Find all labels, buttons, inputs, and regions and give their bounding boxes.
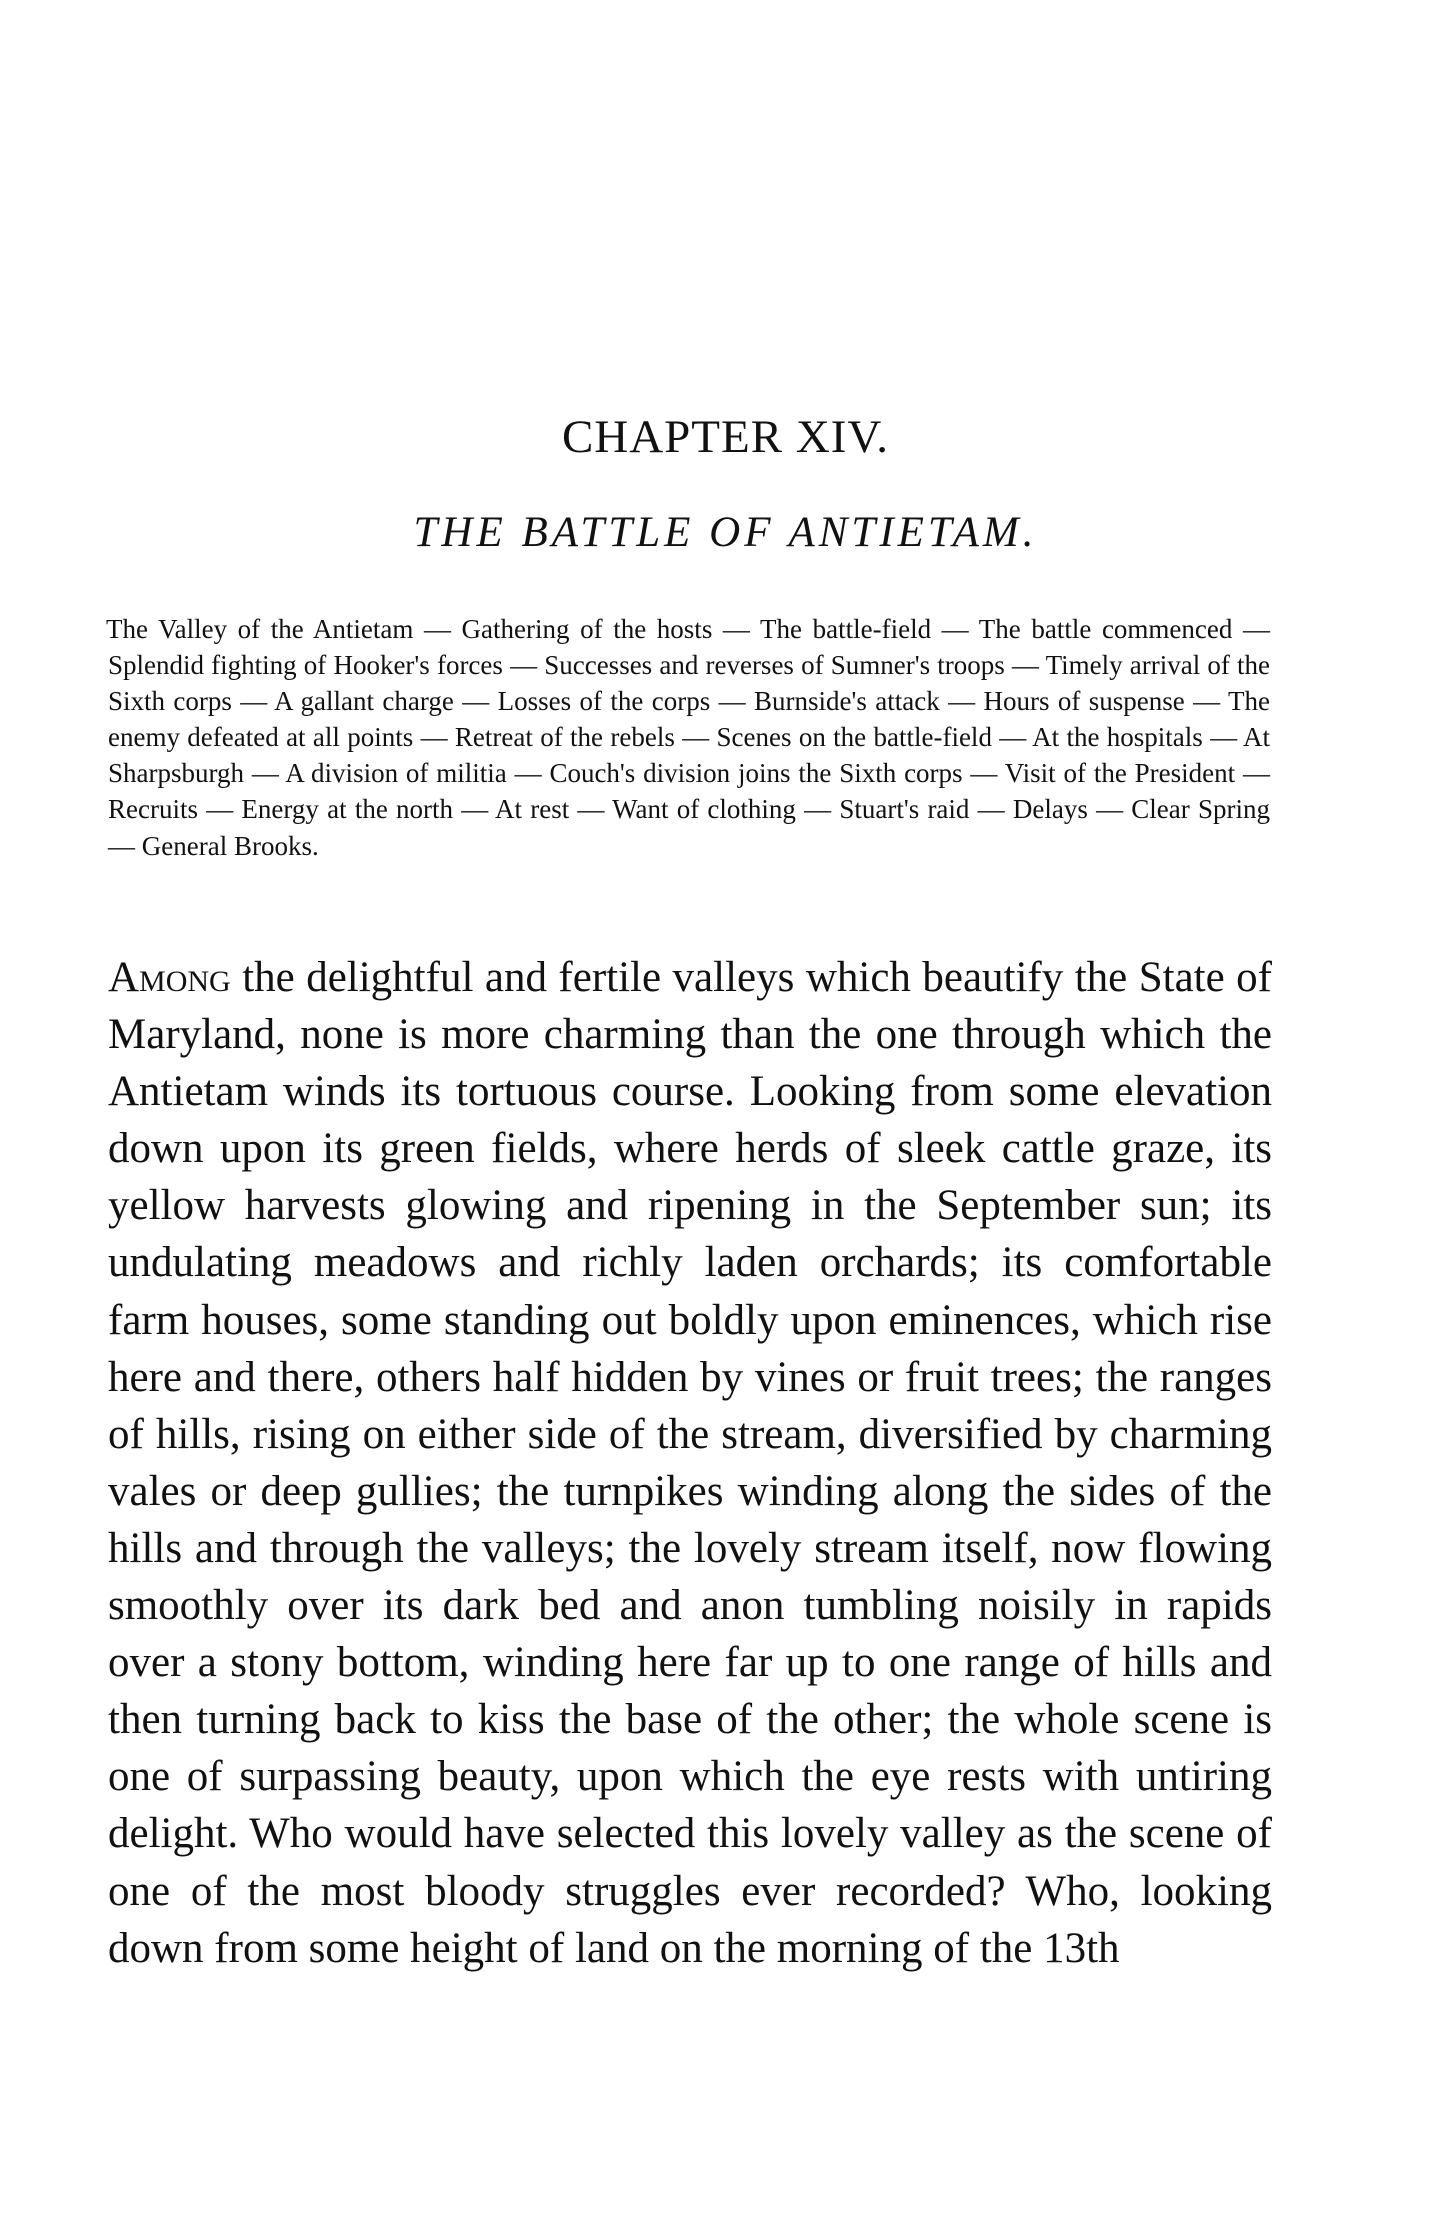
body-paragraph bbox=[108, 949, 1272, 1977]
body-paragraph-text: the delightful and fertile valleys which beautify the State of Maryland, none is more charming than the one through which the Antietam winds its tortuous course. Looking from some elevation down upon its green fields, where herds of sleek cattle graze, its yellow harvests glowing and ripening in the September sun; its undulating meadows and richly laden orchards; its comfortable farm houses, some standing out boldly upon eminences, which rise here and there, others half hidden by vines or fruit trees; the ranges of hills, rising on either side of the stream, diversified by charming vales or deep gullies; the turnpikes winding along the sides of the hills and through the valleys; the lovely stream itself, now flowing smoothly over its dark bed and anon tumbling noisily in rapids over a stony bottom, winding here far up to one range of hills and then turning back to kiss the base of the other; the whole scene is one of surpassing beauty, upon which the eye rests with untiring delight. Who would have selected this lovely valley as the scene of one of the most bloody struggles ever recorded? Who, looking down from some height of land on the morning of the 13th bbox=[108, 954, 1272, 1972]
chapter-number-heading: CHAPTER XIV. bbox=[561, 411, 890, 463]
chapter-title: THE BATTLE OF ANTIETAM. bbox=[413, 509, 1038, 556]
opening-word: Among bbox=[108, 954, 231, 1001]
chapter-synopsis: The Valley of the Antietam — Gathering of the hosts — The battle-field — The battle commenced — Splendid fighting of Hooker's forces — Successes and reverses of Sumner's troops — Timely arrival of the Sixth corps — A gallant charge — Losses of the corps — Burnside's attack — Hours of suspense — The enemy defeated at all points — Retreat of the rebels — Scenes on the battle-field — At the hospitals — At Sharpsburgh — A division of militia — Couch's division joins the Sixth corps — Visit of the President — Recruits — Energy at the north — At rest — Want of clothing — Stuart's raid — Delays — Clear Spring — General Brooks. bbox=[106, 614, 1270, 861]
